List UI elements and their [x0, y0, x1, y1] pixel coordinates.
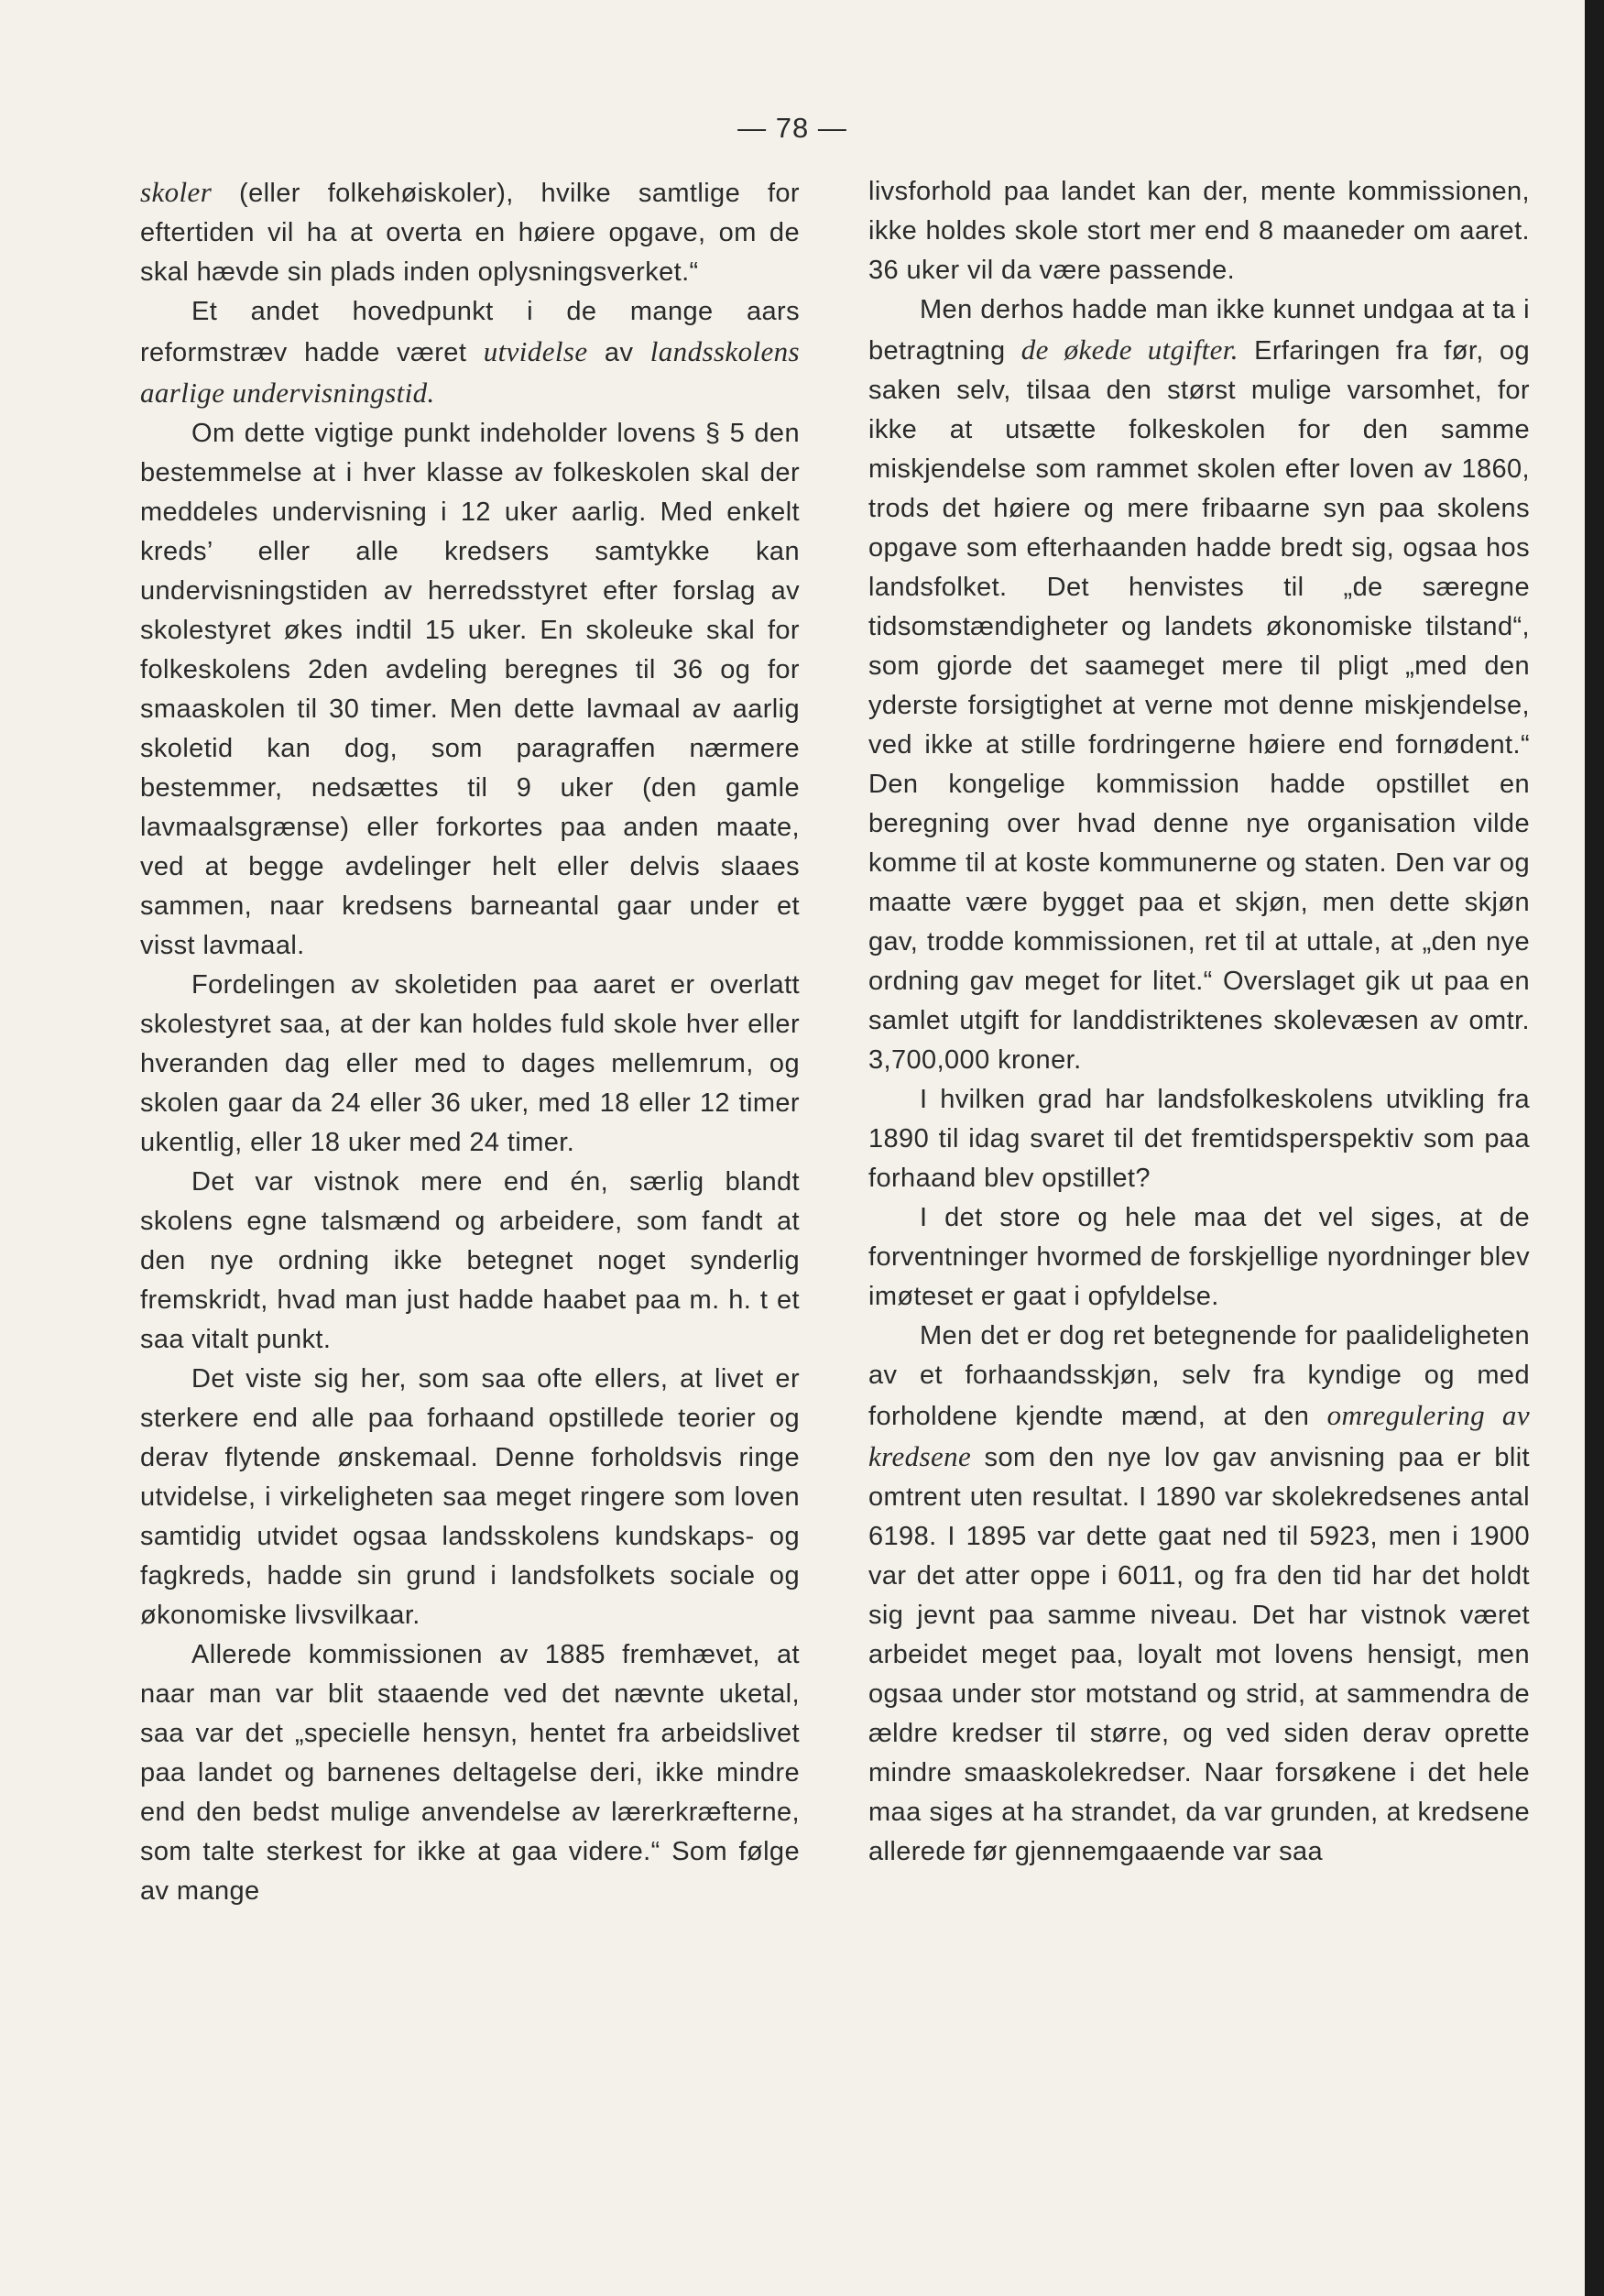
- italic-text: utvidelse: [483, 335, 588, 367]
- italic-text: landsskolens aarlige undervisningstid.: [140, 335, 801, 409]
- paragraph-4: Fordelingen av skoletiden paa aaret er overlatt skolestyret saa, at der kan holdes fuld skole hver eller hveranden dag eller med to dages mellemrum, og skolen gaar da 24 eller 36 uker, med 18 eller 12 timer ukentlig, eller 18 uker med 24 timer.: [140, 970, 800, 1157]
- page-number: — 78 —: [737, 112, 847, 144]
- paragraph-3: I hvilken grad har landsfolkeskolens utvikling fra 1890 til idag svaret til det fremtidsperspektiv som paa forhaand blev opstillet?: [868, 1085, 1530, 1193]
- italic-text: skoler: [140, 176, 213, 208]
- paragraph-2: Et andet hovedpunkt i de mange aars reformstræv hadde været utvidelse av landsskolens aarlige undervisningstid.: [140, 297, 801, 409]
- paragraph-2: Men derhos hadde man ikke kunnet undgaa at ta i betragtning de økede utgifter. Erfaringen fra før, og saken selv, tilsaa den størst mulige varsomhet, for ikke at utsætte folkeskolen for den samme miskjendelse som rammet skolen efter loven av 1860, trods det høiere og mere fribaarne syn paa skolens opgave som efterhaanden hadde bredt sig, ogsaa hos landsfolket. Det henvistes til „de særegne tidsomstændigheter og landets økonomiske tilstand“, som gjorde det saameget mere til pligt „med den yderste forsigtighet at verne mot denne miskjendelse, ved ikke at stille fordringerne høiere end fornødent.“ Den kongelige kommission hadde opstillet en beregning over hvad denne nye organisation vilde komme til at koste kommunerne og staten. Den var og maatte være bygget paa et skjøn, men dette skjøn gav, trodde kommissionen, ret til at uttale, at „den nye ordning gav meget for litet.“ Overslaget gik ut paa en samlet utgift for landdistriktenes skolevæsen av omtr. 3,700,000 kroner.: [868, 295, 1530, 1075]
- paragraph-3: Om dette vigtige punkt indeholder lovens § 5 den bestemmelse at i hver klasse av folkeskolen skal der meddeles undervisning i 12 uker aarlig. Med enkelt kreds’ eller alle kredsers samtykke kan undervisningstiden av herredsstyret efter forslag av skolestyret økes indtil 15 uker. En skoleuke skal for folkeskolens 2den avdeling beregnes til 36 og for smaaskolen til 30 timer. Men dette lavmaal av aarlig skoletid kan dog, som paragraffen nærmere bestemmer, nedsættes til 9 uker (den gamle lavmaalsgrænse) eller forkortes paa anden maate, ved at begge avdelinger helt eller delvis slaaes sammen, naar kredsens barneantal gaar under et visst lavmaal.: [140, 419, 800, 960]
- paragraph-5: Det var vistnok mere end én, særlig blandt skolens egne talsmænd og arbeidere, som fandt at den nye ordning ikke betegnet noget synderlig fremskridt, hvad man just hadde haabet paa m. h. t et saa vitalt punkt.: [140, 1167, 800, 1354]
- left-column: [140, 172, 800, 1911]
- paragraph-1: skoler (eller folkehøiskoler), hvilke samtlige for eftertiden vil ha at overta en høiere opgave, om de skal hævde sin plads inden oplysningsverket.“: [140, 176, 800, 287]
- paragraph-7: Allerede kommissionen av 1885 fremhævet, at naar man var blit staaende ved det nævnte uketal, saa var det „specielle hensyn, hentet fra arbeidslivet paa landet og barnenes deltagelse deri, ikke mindre end den bedst mulige anvendelse av lærerkræfterne, som talte sterkest for ikke at gaa videre.“ Som følge av mange: [140, 1640, 800, 1906]
- paragraph-1: livsforhold paa landet kan der, mente kommissionen, ikke holdes skole stort mer end 8 maaneder om aaret. 36 uker vil da være passende.: [868, 177, 1530, 285]
- paragraph-6: Det viste sig her, som saa ofte ellers, at livet er sterkere end alle paa forhaand opstillede teorier og derav flytende ønskemaal. Denne forholdsvis ringe utvidelse, i virkeligheten saa meget ringere som loven samtidig utvidet ogsaa landsskolens kundskaps- og fagkreds, hadde sin grund i landsfolkets sociale og økonomiske livsvilkaar.: [140, 1364, 800, 1630]
- italic-text: de økede utgifter.: [1020, 333, 1238, 366]
- paragraph-4: I det store og hele maa det vel siges, at de forventninger hvormed de forskjellige nyordninger blev imøteset er gaat i opfyldelse.: [868, 1203, 1530, 1311]
- right-column: [868, 172, 1530, 1872]
- italic-text: omregulering av kredsene: [868, 1399, 1530, 1472]
- paragraph-5: Men det er dog ret betegnende for paalideligheten av et forhaandsskjøn, selv fra kyndige og med forholdene kjendte mænd, at den omregulering av kredsene som den nye lov gav anvisning paa er blit omtrent uten resultat. I 1890 var skolekredsenes antal 6198. I 1895 var dette gaat ned til 5923, men i 1900 var det atter oppe i 6011, og fra den tid har det holdt sig jevnt paa samme niveau. Det har vistnok været arbeidet meget paa, loyalt mot lovens hensigt, men ogsaa under stor motstand og strid, at sammendra de ældre kredser til større, og ved siden derav oprette mindre smaaskolekredser. Naar forsøkene i det hele maa siges at ha strandet, da var grunden, at kredsene allerede før gjennemgaaende var saa: [868, 1321, 1530, 1866]
